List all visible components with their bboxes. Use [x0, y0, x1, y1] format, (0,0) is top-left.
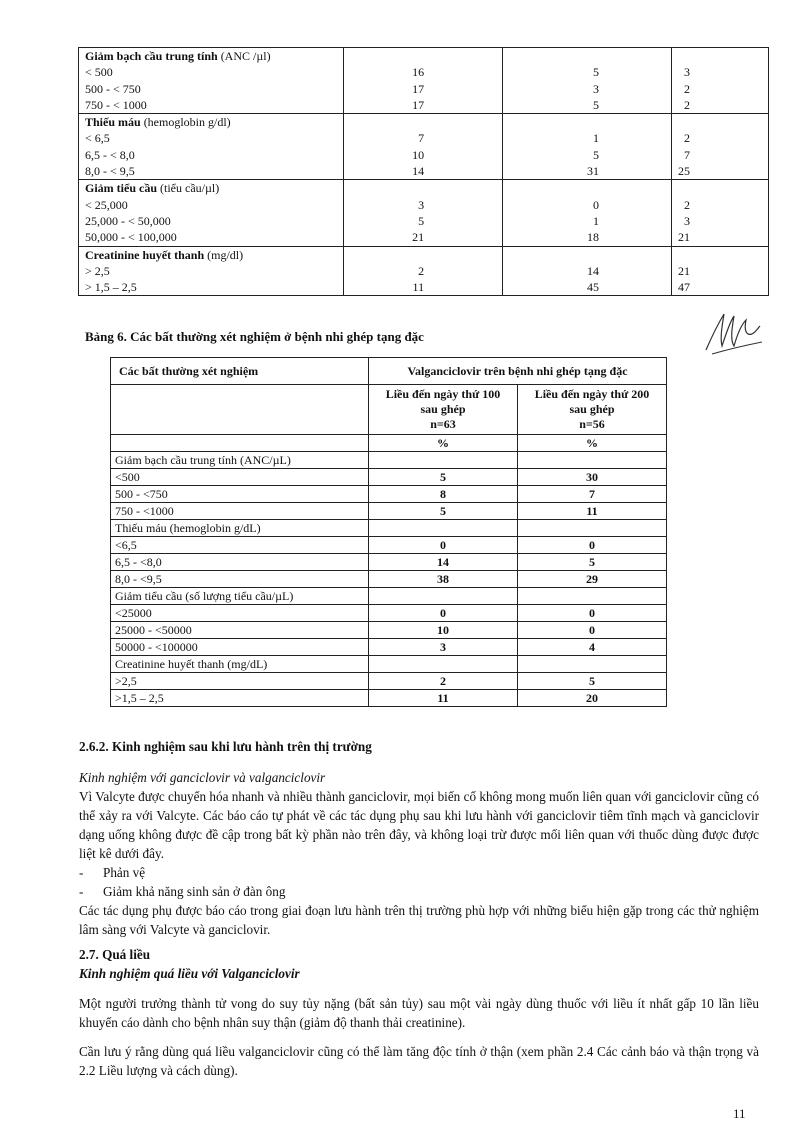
table6-value-100: 11 [369, 690, 518, 707]
row-value: 2 [684, 197, 690, 212]
postmarket-heading: 2.6.2. Kinh nghiệm sau khi lưu hành trên thị trường [79, 739, 372, 754]
row-value: 31 [587, 164, 599, 179]
table6-empty-cell [111, 385, 369, 435]
row-value: 2 [684, 81, 690, 96]
top-table-group [79, 48, 769, 114]
row-label: < 25,000 [85, 197, 128, 212]
group-title: Giảm tiểu cầu (tiểu cầu/µl) [85, 181, 220, 196]
table6-group-row [111, 452, 667, 469]
group-cell [79, 246, 344, 296]
group-title: Thiếu máu (hemoglobin g/dl) [85, 115, 231, 130]
value-cell [503, 246, 672, 296]
table6-empty-cell [518, 520, 667, 537]
value-cell [503, 180, 672, 246]
table6-pct-100: % [369, 435, 518, 452]
row-value: 21 [678, 263, 690, 278]
table6-value-200: 11 [518, 503, 667, 520]
table6-group-title: Giảm bạch cầu trung tính (ANC/µL) [111, 452, 369, 469]
table6-row-label: 750 - <1000 [111, 503, 369, 520]
table6-row [111, 622, 667, 639]
overdose-paragraph-2: Cần lưu ý rằng dùng quá liều valganciclovir cũng có thể làm tăng độc tính ở thận (xem phần 2.4 Các cảnh báo và thận trọng và 2.2 Liều lượng và cách dùng). [79, 1044, 759, 1078]
overdose-paragraph-1: Một người trưởng thành tử vong do suy tủy nặng (bất sản tủy) sau một vài ngày dùng thuốc với liều ít nhất gấp 10 lần liều khuyến cáo dành cho bệnh nhân suy thận (giảm độ thanh thải creatinine). [79, 996, 759, 1030]
table6-row [111, 639, 667, 656]
value-cell [343, 180, 502, 246]
table6-value-100: 0 [369, 537, 518, 554]
row-value: 11 [412, 280, 425, 295]
table6-value-200: 0 [518, 537, 667, 554]
value-cell [503, 48, 672, 114]
row-value: 5 [593, 97, 599, 112]
table6-pct-200: % [518, 435, 667, 452]
row-value: 10 [412, 147, 425, 162]
row-value: 21 [412, 230, 425, 245]
value-cell [672, 48, 769, 114]
table6-value-100: 5 [369, 503, 518, 520]
adverse-lab-table-continued [78, 47, 769, 296]
table6-empty-cell [518, 656, 667, 673]
postmarket-paragraph-2: Các tác dụng phụ được báo cáo trong giai đoạn lưu hành trên thị trường phù hợp với những biểu hiện gặp trong các thử nghiệm lâm sàng với Valcyte và ganciclovir. [79, 903, 759, 937]
row-value: 3 [684, 213, 690, 228]
table6-value-100: 3 [369, 639, 518, 656]
table6-group-title: Creatinine huyết thanh (mg/dL) [111, 656, 369, 673]
table6-group-row [111, 520, 667, 537]
row-value: 16 [412, 65, 425, 80]
table6-row [111, 673, 667, 690]
table6-row [111, 690, 667, 707]
postmarket-section [79, 737, 759, 939]
row-value: 18 [587, 230, 599, 245]
handwritten-signature [702, 306, 764, 356]
overdose-section [79, 945, 759, 1080]
overdose-heading: 2.7. Quá liều [79, 947, 151, 962]
table6-row-label: <500 [111, 469, 369, 486]
value-cell [343, 246, 502, 296]
postmarket-subheading: Kinh nghiệm với ganciclovir và valganciclovir [79, 770, 326, 785]
table6-value-200: 0 [518, 605, 667, 622]
row-label: 8,0 - < 9,5 [85, 164, 135, 179]
row-value: 3 [593, 81, 599, 96]
row-value: 7 [418, 131, 425, 146]
group-cell [79, 48, 344, 114]
table6-group-row [111, 656, 667, 673]
table6-value-200: 30 [518, 469, 667, 486]
row-value: 5 [593, 147, 599, 162]
row-value: 2 [684, 97, 690, 112]
group-cell [79, 180, 344, 246]
table6-row [111, 469, 667, 486]
table6-col-header: Các bất thường xét nghiệm [111, 358, 369, 385]
row-value: 14 [587, 263, 599, 278]
page-number: 11 [733, 1106, 746, 1121]
overdose-subheading: Kinh nghiệm quá liều với Valganciclovir [79, 966, 300, 981]
row-label: < 500 [85, 65, 113, 80]
table6-value-100: 2 [369, 673, 518, 690]
table6-row [111, 537, 667, 554]
table6-row-label: <6,5 [111, 537, 369, 554]
row-label: > 2,5 [85, 263, 110, 278]
table6-group-title: Giảm tiểu cầu (số lượng tiểu cầu/µL) [111, 588, 369, 605]
row-value: 5 [418, 213, 425, 228]
table6-value-200: 0 [518, 622, 667, 639]
table6-value-200: 7 [518, 486, 667, 503]
row-value: 14 [412, 164, 425, 179]
table6-row-label: 8,0 - <9,5 [111, 571, 369, 588]
row-value: 0 [593, 197, 599, 212]
table6-row [111, 571, 667, 588]
table6-value-200: 5 [518, 673, 667, 690]
row-value: 2 [418, 263, 425, 278]
table6-group-row [111, 588, 667, 605]
row-label: 500 - < 750 [85, 81, 141, 96]
value-cell [672, 246, 769, 296]
row-value: 7 [684, 147, 690, 162]
value-cell [503, 114, 672, 180]
row-value: 5 [593, 65, 599, 80]
row-value: 17 [412, 97, 425, 112]
bullet-item: - Giảm khả năng sinh sản ở đàn ông [79, 884, 286, 899]
table6-row-label: >1,5 – 2,5 [111, 690, 369, 707]
table6-row-label: 6,5 - <8,0 [111, 554, 369, 571]
table6-value-100: 10 [369, 622, 518, 639]
table6-row-label: >2,5 [111, 673, 369, 690]
postmarket-paragraph-1: Vì Valcyte được chuyển hóa nhanh và nhiều thành ganciclovir, mọi biến cố không mong muốn liên quan với ganciclovir cũng có thể xảy ra với Valcyte. Các báo cáo tự phát về các tác dụng phụ sau khi lưu hành với ganciclovir tiêm tĩnh mạch và ganciclovir dạng uống không được đề cập trong bất kỳ phần nào trên đây, và không loại trừ được mối liên quan với thuốc dùng được được liệt kê dưới đây. [79, 789, 759, 861]
bullet-item: - Phản vệ [79, 865, 146, 880]
top-table-group [79, 114, 769, 180]
row-value: 47 [678, 280, 690, 295]
row-value: 45 [587, 280, 599, 295]
row-label: 6,5 - < 8,0 [85, 147, 135, 162]
table6-value-200: 29 [518, 571, 667, 588]
row-value: 1 [593, 213, 599, 228]
top-table-group [79, 180, 769, 246]
table6-empty-cell [518, 452, 667, 469]
row-value: 3 [418, 197, 425, 212]
table6-pediatric-lab-abnormalities [110, 357, 667, 707]
table6-row [111, 605, 667, 622]
value-cell [672, 114, 769, 180]
table6-value-200: 20 [518, 690, 667, 707]
table6-empty-cell [369, 656, 518, 673]
row-value: 1 [593, 131, 599, 146]
table6-row-label: 25000 - <50000 [111, 622, 369, 639]
table6-row [111, 486, 667, 503]
group-title: Giảm bạch cầu trung tính (ANC /µl) [85, 49, 271, 63]
row-label: < 6,5 [85, 131, 110, 146]
table6-value-100: 5 [369, 469, 518, 486]
row-value: 21 [678, 230, 690, 245]
value-cell [343, 114, 502, 180]
table6-row-label: <25000 [111, 605, 369, 622]
table6-row-label: 50000 - <100000 [111, 639, 369, 656]
value-cell [343, 48, 502, 114]
row-value: 17 [412, 81, 425, 96]
top-table-group [79, 246, 769, 296]
table6-value-100: 14 [369, 554, 518, 571]
table6-value-100: 8 [369, 486, 518, 503]
table6-value-100: 38 [369, 571, 518, 588]
table6-group-header: Valganciclovir trên bệnh nhi ghép tạng đặc [369, 358, 667, 385]
row-label: 25,000 - < 50,000 [85, 213, 171, 228]
group-cell [79, 114, 344, 180]
table6-empty-cell [518, 588, 667, 605]
table6-value-200: 4 [518, 639, 667, 656]
table6-sub-header-100: Liều đến ngày thứ 100 sau ghép n=63 [369, 385, 518, 435]
table6-group-title: Thiếu máu (hemoglobin g/dL) [111, 520, 369, 537]
row-value: 3 [684, 65, 690, 80]
row-value: 25 [678, 164, 690, 179]
table6-empty-cell [369, 452, 518, 469]
table6-row [111, 503, 667, 520]
table6-empty-cell [111, 435, 369, 452]
table6-sub-header-200: Liều đến ngày thứ 200 sau ghép n=56 [518, 385, 667, 435]
group-title: Creatinine huyết thanh (mg/dl) [85, 247, 244, 262]
row-label: 50,000 - < 100,000 [85, 230, 177, 245]
row-label: 750 - < 1000 [85, 97, 147, 112]
row-value: 2 [684, 131, 690, 146]
table6-value-100: 0 [369, 605, 518, 622]
table6-row [111, 554, 667, 571]
value-cell [672, 180, 769, 246]
table6-value-200: 5 [518, 554, 667, 571]
table6-empty-cell [369, 520, 518, 537]
table6-row-label: 500 - <750 [111, 486, 369, 503]
table6-title: Bảng 6. Các bất thường xét nghiệm ở bệnh nhi ghép tạng đặc [85, 329, 424, 344]
row-label: > 1,5 – 2,5 [85, 280, 137, 295]
table6-empty-cell [369, 588, 518, 605]
